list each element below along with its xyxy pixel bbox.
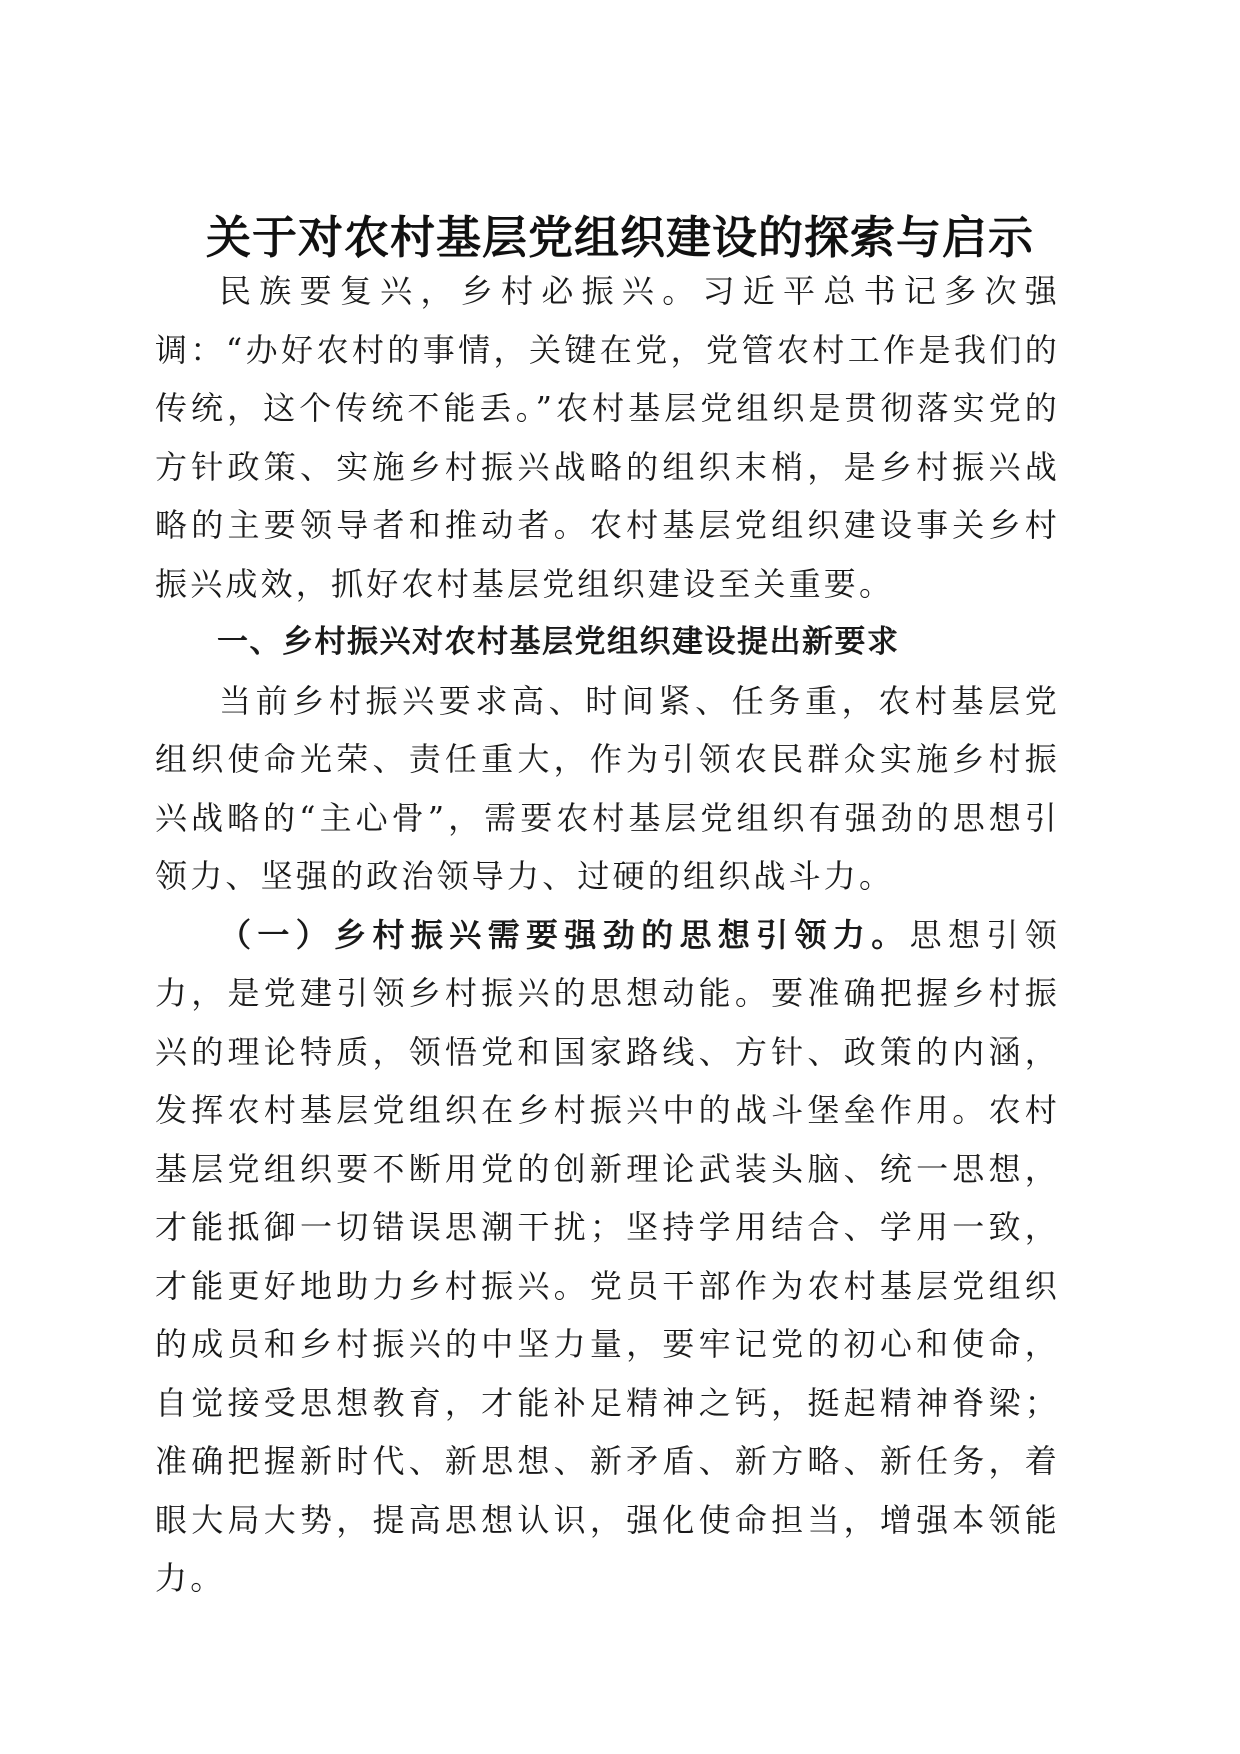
document-body: [155, 262, 1060, 1608]
subsection-text: 思想引领力，是党建引领乡村振兴的思想动能。要准确把握乡村振兴的理论特质，领悟党和国家路线、方针、政策的内涵，发挥农村基层党组织在乡村振兴中的战斗堡垒作用。农村基层党组织要不断用党的创新理论武装头脑、统一思想，才能抵御一切错误思潮干扰；坚持学用结合、学用一致，才能更好地助力乡村振兴。党员干部作为农村基层党组织的成员和乡村振兴的中坚力量，要牢记党的初心和使命，自觉接受思想教育，才能补足精神之钙，挺起精神脊梁；准确把握新时代、新思想、新矛盾、新方略、新任务，着眼大局大势，提高思想认识，强化使命担当，增强本领能力。: [155, 915, 1060, 1597]
intro-paragraph: 民族要复兴，乡村必振兴。习近平总书记多次强调：“办好农村的事情，关键在党，党管农村工作是我们的传统，这个传统不能丢。”农村基层党组织是贯彻落实党的方针政策、实施乡村振兴战略的组织末梢，是乡村振兴战略的主要领导者和推动者。农村基层党组织建设事关乡村振兴成效，抓好农村基层党组织建设至关重要。: [155, 272, 1060, 603]
section-heading: 一、乡村振兴对农村基层党组织建设提出新要求: [217, 624, 900, 660]
subsection-heading: （一）乡村振兴需要强劲的思想引领力。: [219, 915, 910, 954]
subsection-paragraph: [155, 906, 1060, 1608]
section-paragraph: 当前乡村振兴要求高、时间紧、任务重，农村基层党组织使命光荣、责任重大，作为引领农民群众实施乡村振兴战略的“主心骨”，需要农村基层党组织有强劲的思想引领力、坚强的政治领导力、过硬的组织战斗力。: [155, 681, 1060, 895]
document-title: 关于对农村基层党组织建设的探索与启示: [205, 211, 1034, 265]
